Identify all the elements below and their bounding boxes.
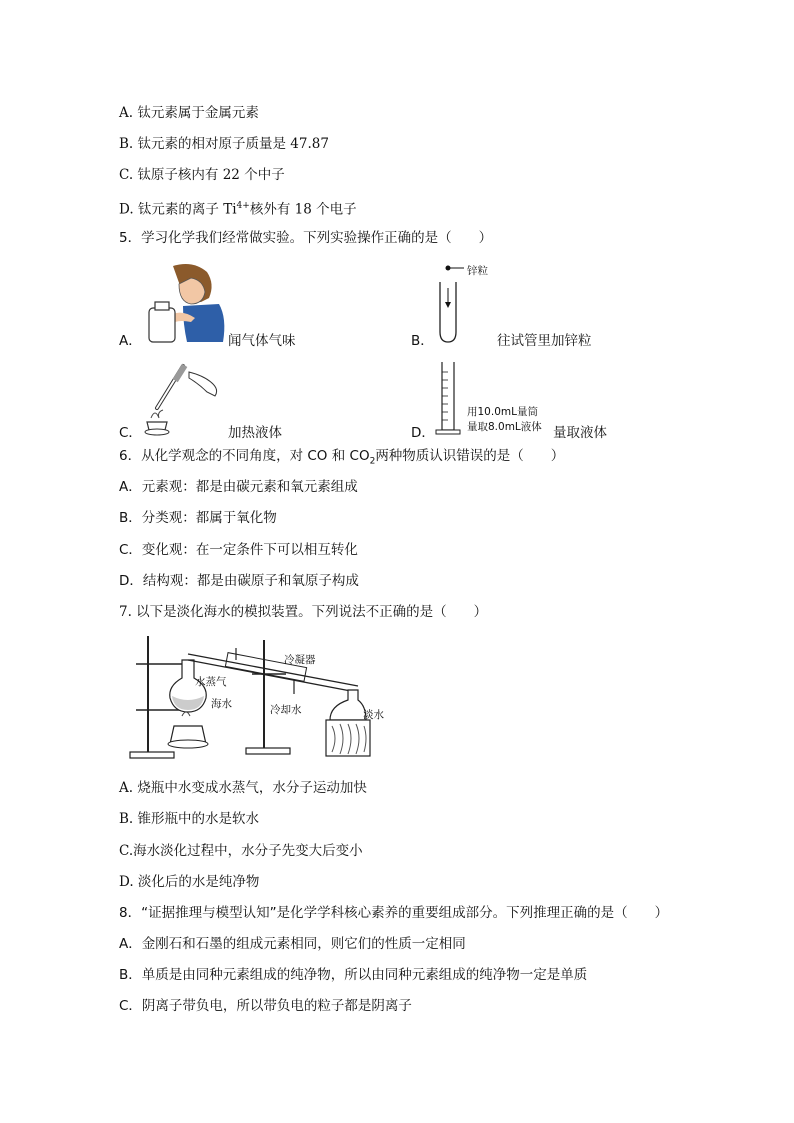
- q4-d-sup: 4+: [236, 201, 250, 211]
- q4-option-b: B. 钛元素的相对原子质量是 47.87: [119, 136, 329, 152]
- q5-b-text: 往试管里加锌粒: [497, 333, 592, 349]
- q5-b-fig-label: 锌粒: [467, 265, 488, 277]
- q6-stem-pre: 6．从化学观念的不同角度，对 CO 和 CO: [119, 448, 370, 464]
- q4-option-d: [119, 197, 357, 219]
- q6-option-d: D．结构观：都是由碳原子和氧原子构成: [119, 573, 359, 589]
- q5-a-text: 闻气体气味: [228, 333, 296, 349]
- q5-a-letter: A．: [119, 333, 142, 349]
- q8-option-a: A．金刚石和石墨的组成元素相同，则它们的性质一定相同: [119, 936, 466, 952]
- q5-c-figure: [143, 358, 229, 436]
- q7-fig-condenser: 冷凝器: [284, 654, 316, 666]
- q6-stem-sub: 2: [369, 456, 376, 467]
- q7-fig-fresh: 淡水: [363, 709, 384, 721]
- q4-d-post: 核外有 18 个电子: [249, 201, 357, 218]
- q7-distillation-figure: [126, 634, 396, 764]
- q5-d-fig-line2: 量取8.0mL液体: [467, 421, 542, 433]
- q7-stem: 7. 以下是淡化海水的模拟装置。下列说法不正确的是（ ）: [119, 604, 488, 620]
- q7-fig-coolwater: 冷却水: [270, 704, 302, 716]
- q7-option-d: D. 淡化后的水是纯净物: [119, 874, 260, 890]
- q6-option-c: C．变化观：在一定条件下可以相互转化: [119, 542, 358, 558]
- q6-stem: [119, 447, 564, 471]
- q5-a-figure: [143, 262, 229, 344]
- q5-stem: 5．学习化学我们经常做实验。下列实验操作正确的是（ ）: [119, 230, 493, 246]
- q8-option-b: B．单质是由同种元素组成的纯净物，所以由同种元素组成的纯净物一定是单质: [119, 967, 588, 983]
- q7-option-c: C.海水淡化过程中，水分子先变大后变小: [119, 843, 363, 859]
- q5-b-letter: B．: [411, 333, 434, 349]
- q4-option-a: A. 钛元素属于金属元素: [119, 105, 259, 121]
- q5-d-fig-line1: 用10.0mL量筒: [467, 406, 538, 418]
- q6-option-b: B．分类观：都属于氧化物: [119, 510, 277, 526]
- q4-d-pre: D. 钛元素的离子 Ti: [119, 201, 237, 218]
- q5-c-text: 加热液体: [228, 425, 282, 441]
- q8-option-c: C．阴离子带负电，所以带负电的粒子都是阴离子: [119, 998, 412, 1014]
- q7-option-b: B. 锥形瓶中的水是软水: [119, 811, 260, 827]
- q6-option-a: A．元素观：都是由碳元素和氧元素组成: [119, 479, 358, 495]
- q4-option-c: C. 钛原子核内有 22 个中子: [119, 167, 285, 183]
- q7-option-a: A. 烧瓶中水变成水蒸气，水分子运动加快: [119, 780, 367, 796]
- q7-fig-steam: 水蒸气: [195, 676, 227, 688]
- q5-d-text: 量取液体: [553, 425, 607, 441]
- q8-stem: 8．“证据推理与模型认知”是化学学科核心素养的重要组成部分。下列推理正确的是（ ）: [119, 905, 669, 921]
- q5-d-letter: D．: [411, 425, 435, 441]
- q5-d-figure: [434, 360, 468, 436]
- q6-stem-post: 两种物质认识错误的是（ ）: [375, 448, 565, 464]
- q7-fig-seawater: 海水: [211, 698, 232, 710]
- q5-c-letter: C．: [119, 425, 142, 441]
